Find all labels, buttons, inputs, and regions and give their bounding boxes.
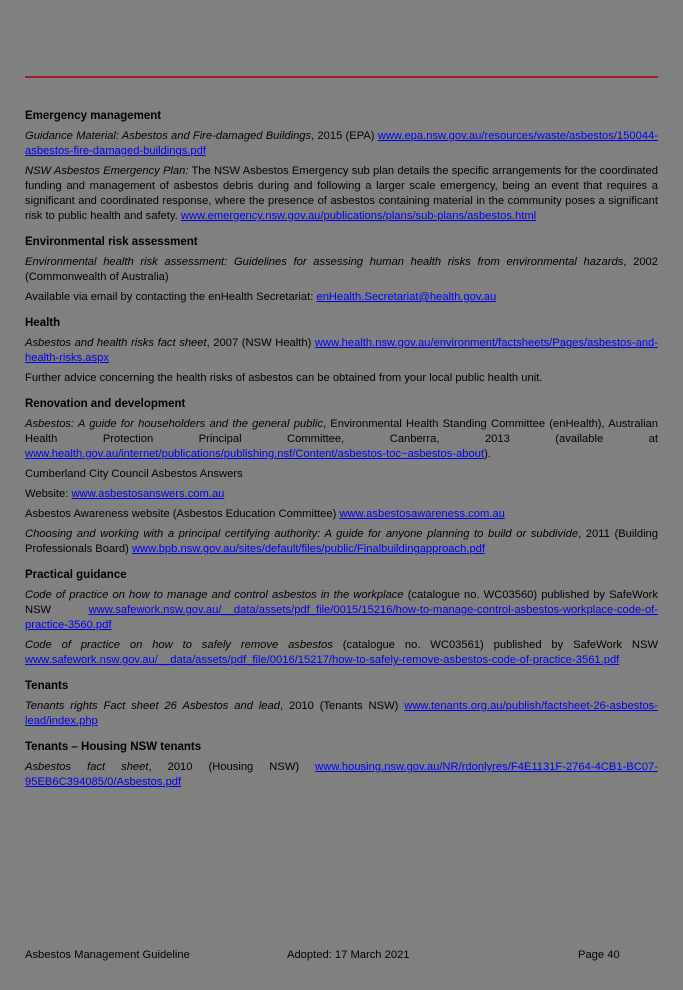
text-segment: , 2007 (NSW Health) bbox=[206, 337, 315, 349]
text-segment: , 2015 (EPA) bbox=[311, 130, 378, 142]
paragraph bbox=[25, 129, 658, 159]
text-segment: NSW Asbestos Emergency Plan: bbox=[25, 165, 189, 177]
paragraph bbox=[25, 760, 658, 790]
text-segment: Code of practice on how to manage and control asbestos in the workplace bbox=[25, 589, 404, 601]
section-heading: Tenants bbox=[25, 680, 69, 692]
footer-page-number: Page 40 bbox=[578, 949, 620, 961]
text-segment: (catalogue no. WC03560) published by SafeWork NSW bbox=[25, 589, 658, 616]
hyperlink[interactable]: www.safework.nsw.gov.au/__data/assets/pdf_file/0016/15217/how-to-safely-remove-asbestos-code-of-practice-3561.pdf bbox=[25, 654, 620, 666]
text-segment: , Environmental Health Standing Committee (enHealth), Australian Health Protection Principal Committee, Canberra, 2013 (available at bbox=[25, 418, 658, 445]
text-segment: Asbestos fact sheet bbox=[25, 761, 149, 773]
text-segment: Environmental health risk assessment: Guidelines for assessing human health risks from environmental hazards bbox=[25, 256, 624, 268]
footer-document-title: Asbestos Management Guideline bbox=[25, 949, 190, 961]
header-rule bbox=[25, 76, 658, 78]
text-segment: Asbestos and health risks fact sheet bbox=[25, 337, 207, 349]
paragraph bbox=[25, 588, 658, 633]
section bbox=[25, 109, 658, 224]
hyperlink[interactable]: www.health.nsw.gov.au/environment/factsheets/Pages/asbestos-and-health-risks.aspx bbox=[25, 337, 658, 364]
hyperlink[interactable]: www.asbestosawareness.com.au bbox=[339, 508, 505, 520]
footer-adopted-date: Adopted: 17 March 2021 bbox=[287, 949, 410, 961]
section-heading: Practical guidance bbox=[25, 569, 127, 581]
text-segment: Code of practice on how to safely remove asbestos bbox=[25, 639, 333, 651]
text-segment: Guidance Material: Asbestos and Fire-damaged Buildings bbox=[25, 130, 312, 142]
hyperlink[interactable]: www.tenants.org.au/publish/factsheet-26-asbestos-lead/index.php bbox=[25, 700, 658, 727]
text-segment: ). bbox=[484, 448, 491, 460]
section bbox=[25, 397, 658, 557]
hyperlink[interactable]: www.safework.nsw.gov.au/__data/assets/pdf_file/0015/15216/how-to-manage-control-asbestos-workplace-code-of-practice-3560.pdf bbox=[25, 604, 658, 631]
paragraph bbox=[25, 255, 658, 285]
paragraph bbox=[25, 290, 658, 305]
paragraph bbox=[25, 507, 658, 522]
hyperlink[interactable]: www.emergency.nsw.gov.au/publications/plans/sub-plans/asbestos.html bbox=[180, 210, 537, 222]
paragraph bbox=[25, 638, 658, 668]
section-heading: Renovation and development bbox=[25, 398, 186, 410]
hyperlink[interactable]: www.epa.nsw.gov.au/resources/waste/asbestos/150044-asbestos-fire-damaged-buildings.pdf bbox=[25, 130, 658, 157]
paragraph bbox=[25, 699, 658, 729]
section-heading: Tenants – Housing NSW tenants bbox=[25, 741, 202, 753]
text-segment: , 2010 (Housing NSW) bbox=[148, 761, 316, 773]
paragraph bbox=[25, 487, 658, 502]
section bbox=[25, 316, 658, 386]
text-segment: , 2002 (Commonwealth of Australia) bbox=[25, 256, 658, 283]
paragraph bbox=[25, 467, 658, 482]
text-segment: Cumberland City Council Asbestos Answers bbox=[25, 468, 243, 480]
text-segment: Asbestos Awareness website (Asbestos Education Committee) bbox=[25, 508, 340, 520]
text-segment: (catalogue no. WC03561) published by SafeWork NSW bbox=[332, 639, 659, 651]
section-heading: Emergency management bbox=[25, 110, 162, 122]
text-segment: Available via email by contacting the enHealth Secretariat: bbox=[25, 291, 317, 303]
paragraph bbox=[25, 336, 658, 366]
text-segment: Further advice concerning the health risks of asbestos can be obtained from your local public health unit. bbox=[25, 372, 543, 384]
paragraph bbox=[25, 164, 658, 224]
paragraph bbox=[25, 417, 658, 462]
text-segment: Asbestos: A guide for householders and the general public bbox=[25, 418, 323, 430]
hyperlink[interactable]: www.asbestosanswers.com.au bbox=[71, 488, 225, 500]
text-segment: Website: bbox=[25, 488, 72, 500]
text-segment: The NSW Asbestos Emergency sub plan details the specific arrangements for the coordinated funding and management of asbestos debris during and following a larger scale emergency, being an event that requires a significant and coordinated response, where the presence of asbestos containing material in the community poses a significant risk to public health and safety. bbox=[25, 165, 658, 222]
text-segment: Choosing and working with a principal certifying authority: A guide for anyone planning to build or subdivide bbox=[25, 528, 579, 540]
section bbox=[25, 740, 658, 790]
hyperlink[interactable]: www.bpb.nsw.gov.au/sites/default/files/public/Finalbuildingapproach.pdf bbox=[131, 543, 486, 555]
text-segment: , 2010 (Tenants NSW) bbox=[279, 700, 405, 712]
section bbox=[25, 568, 658, 668]
paragraph bbox=[25, 527, 658, 557]
text-segment: , 2011 (Building Professionals Board) bbox=[25, 528, 658, 555]
document-body bbox=[25, 104, 658, 795]
section bbox=[25, 235, 658, 305]
hyperlink[interactable]: www.health.gov.au/internet/publications/publishing.nsf/Content/asbestos-toc~asbestos-about bbox=[25, 448, 485, 460]
hyperlink[interactable]: enHealth.Secretariat@health.gov.au bbox=[316, 291, 497, 303]
section-heading: Environmental risk assessment bbox=[25, 236, 198, 248]
text-segment: Tenants rights Fact sheet 26 Asbestos and lead bbox=[25, 700, 280, 712]
section bbox=[25, 679, 658, 729]
paragraph bbox=[25, 371, 658, 386]
section-heading: Health bbox=[25, 317, 61, 329]
hyperlink[interactable]: www.housing.nsw.gov.au/NR/rdonlyres/F4E1131F-2764-4CB1-BC07-95EB6C394085/0/Asbestos.pdf bbox=[25, 761, 658, 788]
